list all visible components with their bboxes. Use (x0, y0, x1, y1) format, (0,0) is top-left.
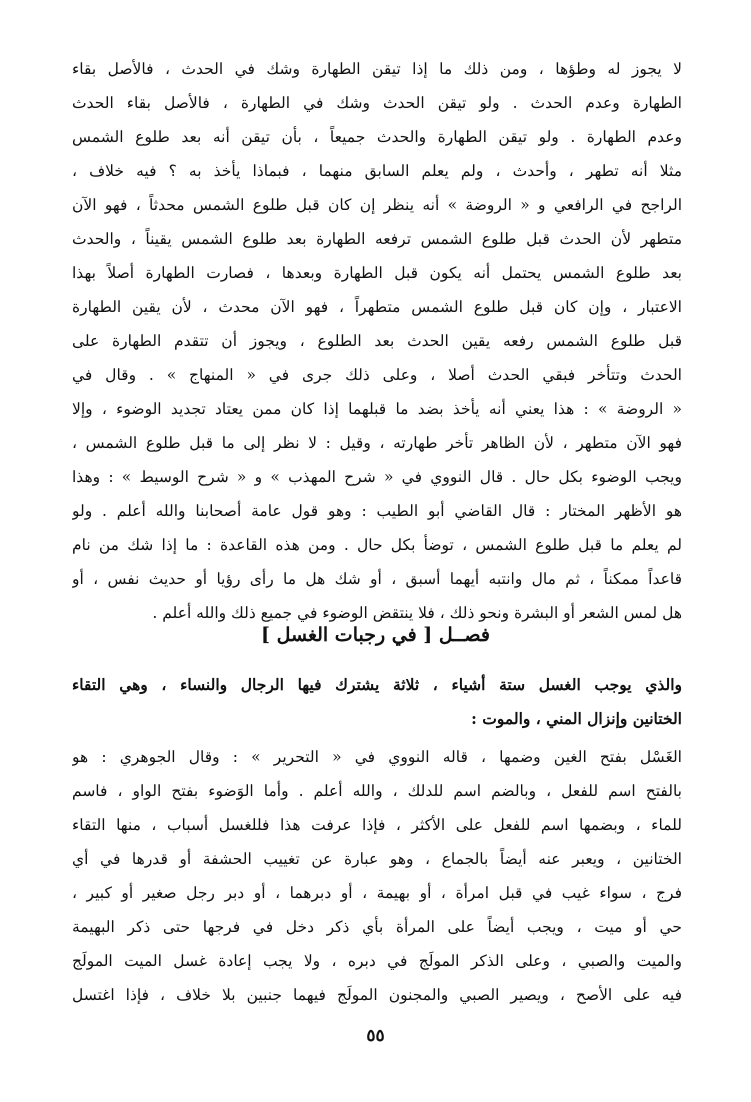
text-line: الغَسْل بفتح الغين وضمها ، قاله النووي في « التحرير » : وقال الجوهري : هو (72, 748, 682, 766)
text-line: الختانين وإنزال المني ، والموت : (471, 709, 682, 728)
text-line: للماء ، وبضمها اسم للفعل على الأكثر ، فإذا عرفت هذا فللغسل أسباب ، منها التقاء (72, 816, 682, 834)
text-line: فرج ، سواء غيب في قبل امرأة ، أو بهيمة ، أو دبرهما ، أو دبر رجل صغير أو كبير ، (72, 884, 682, 902)
text-line: بعد طلوع الشمس يحتمل أنه يكون قبل الطهارة وبعدها ، فصارت الطهارة أصلاً بهذا (72, 264, 682, 282)
page-number: ٥٥ (366, 1026, 385, 1046)
text-line: قبل طلوع الشمس رفعه يقين الحدث بعد الطلوع ، ويجوز أن تتقدم الطهارة على (72, 332, 682, 350)
text-line: متطهر لأن الحدث قبل طلوع الشمس ترفعه الطهارة بعد طلوع الشمس يقيناً ، والحدث (72, 230, 682, 248)
text-line: حي أو ميت ، ويجب أيضاً على المرأة بأي ذكر دخل في فرجها حتى ذكر البهيمة (72, 918, 682, 936)
text-line: قاعداً ممكناً ، ثم مال وانتبه أيهما أسبق ، أو شك هل ما رأى رؤيا أو حديث نفس ، أو (72, 570, 682, 588)
text-line: وعدم الطهارة . ولو تيقن الطهارة والحدث جميعاً ، بأن تيقن أنه بعد طلوع الشمس (72, 128, 682, 146)
text-line: الحدث وتتأخر فبقي الحدث أصلا ، وعلى ذلك جرى في « المنهاج » . وقال في (72, 366, 682, 384)
text-line: بالفتح اسم للفعل ، وبالضم اسم للدلك ، والله أعلم . وأما الوَضوء بفتح الواو ، فاسم (72, 782, 682, 800)
text-line: مثلا أنه تطهر ، وأحدث ، ولم يعلم السابق منهما ، فبماذا يأخذ به ؟ فيه خلاف ، (72, 162, 682, 180)
section-heading: فصــل [ في رجبات الغسل ] (261, 624, 490, 646)
text-line: فيه على الأصح ، ويصير الصبي والمجنون المولَج فيهما جنبين بلا خلاف ، فإذا اغتسل (72, 986, 682, 1004)
text-line: « الروضة » : هذا يعني أنه يأخذ بضد ما قبلهما إذا كان ممن يعتاد تجديد الوضوء ، وإلا (72, 400, 682, 418)
text-line: الختانين ، ويعبر عنه أيضاً بالجماع ، وهو عبارة عن تغييب الحشفة أو قدرها في أي (72, 850, 682, 868)
text-line: الراجح في الرافعي و « الروضة » أنه ينظر إن كان قبل طلوع الشمس محدثاً ، فهو الآن (72, 196, 682, 214)
text-line: الطهارة وعدم الحدث . ولو تيقن الحدث وشك في الطهارة ، فالأصل بقاء الحدث (72, 94, 682, 112)
paragraph-commentary (72, 740, 682, 1012)
text-line: هو الأظهر المختار : قال القاضي أبو الطيب : وهو قول عامة أصحابنا والله أعلم . ولو (72, 502, 682, 520)
text-line: هل لمس الشعر أو البشرة ونحو ذلك ، فلا ينتقض الوضوء في جميع ذلك والله أعلم . (152, 604, 682, 622)
text-line: لا يجوز له وطؤها ، ومن ذلك ما إذا تيقن الطهارة وشك في الحدث ، فالأصل بقاء (72, 60, 682, 78)
paragraph-matn (72, 668, 682, 736)
paragraph-taharah-doubt (72, 52, 682, 630)
text-line: الاعتبار ، وإن كان قبل طلوع الشمس متطهراً ، فهو الآن محدث ، لأن يقين الطهارة (72, 298, 682, 316)
text-line: والميت والصبي ، وعلى الذكر المولَج في دبره ، ولا يجب إعادة غسل الميت المولَج (72, 952, 682, 970)
text-line: فهو الآن متطهر ، لأن الظاهر تأخر طهارته ، وقيل : لا نظر إلى ما قبل طلوع الشمس ، (72, 434, 682, 452)
text-line: ويجب الوضوء بكل حال . قال النووي في « شرح المهذب » و « شرح الوسيط » : وهذا (72, 468, 682, 486)
text-line: والذي يوجب الغسل ستة أشياء ، ثلاثة يشترك فيها الرجال والنساء ، وهي التقاء (72, 675, 682, 694)
text-line: لم يعلم ما قبل طلوع الشمس ، توضأ بكل حال . ومن هذه القاعدة : ما إذا شك من نام (72, 536, 682, 554)
